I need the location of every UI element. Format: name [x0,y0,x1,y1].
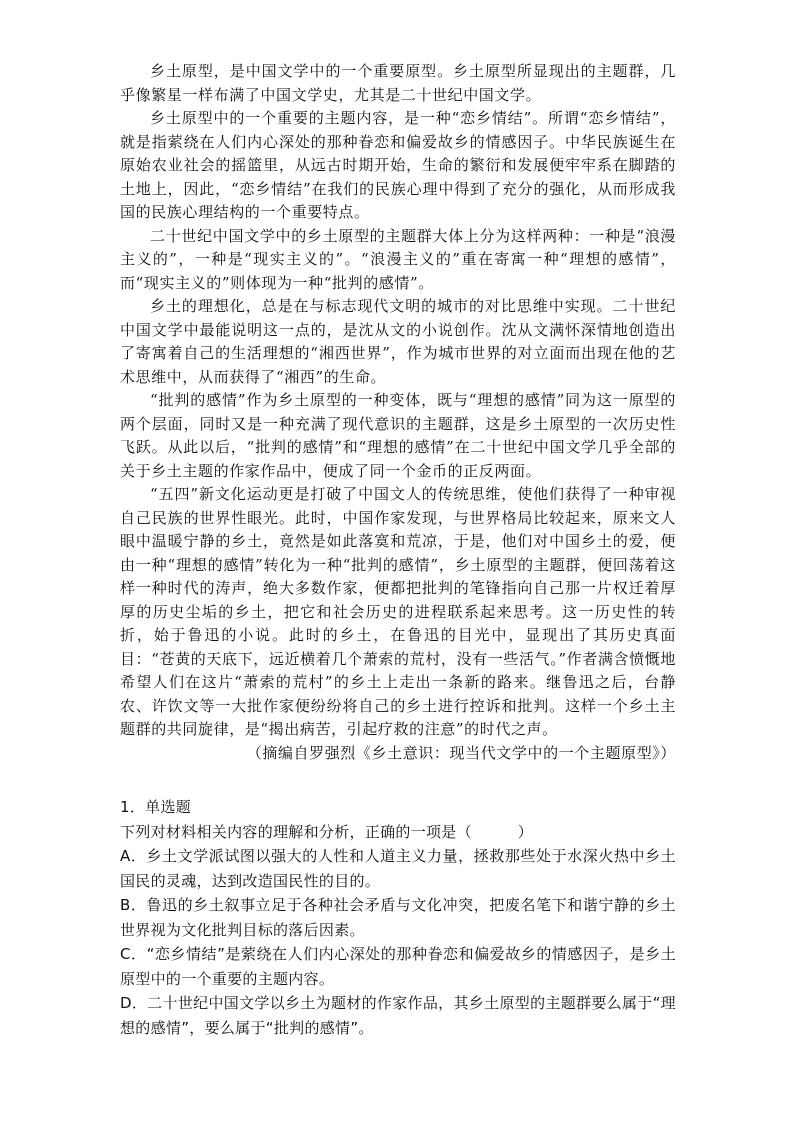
passage-paragraph-4: 乡土的理想化，总是在与标志现代文明的城市的对比思维中实现。二十世纪中国文学中最能说明这一点的，是沈从文的小说创作。沈从文满怀深情地创造出了寄寓着自己的生活理想的“湘西世界”，作为城市世界的对立面而出现在他的艺术思维中，从而获得了“湘西”的生命。 [120,297,676,386]
passage-paragraph-2: 乡土原型中的一个重要的主题内容，是一种“恋乡情结”。所谓“恋乡情结”，就是指萦绕在人们内心深处的那种眷恋和偏爱故乡的情感因子。中华民族诞生在原始农业社会的摇篮里，从远古时期开始，生命的繁衍和发展便牢牢系在脚踏的土地上，因此，“恋乡情结”在我们的民族心理中得到了充分的强化，从而形成我国的民族心理结构的一个重要特点。 [120,109,676,221]
passage-paragraph-6: “五四”新文化运动更是打破了中国文人的传统思维，使他们获得了一种审视自己民族的世界性眼光。此时，中国作家发现，与世界格局比较起来，原来文人眼中温暖宁静的乡土，竟然是如此落寞和荒凉，于是，他们对中国乡土的爱，便由一种“理想的感情”转化为一种“批判的感情”，乡土原型的主题群，便回荡着这样一种时代的涛声，绝大多数作家，便都把批判的笔锋指向自己那一片权迁着厚厚的历史尘垢的乡土，把它和社会历史的进程联系起来思考。这一历史性的转折，始于鲁迅的小说。此时的乡土，在鲁迅的目光中，显现出了其历史真面目：“苍黄的天底下，远近横着几个萧索的荒村，没有一些活气。”作者满含愤慨地希望人们在这片“萧索的荒村”的乡土上走出一条新的路来。继鲁迅之后，台静农、许饮文等一大批作家便纷纷将自己的乡土进行控诉和批判。这样一个乡土主题群的共同旋律，是“揭出病苦，引起疗救的注意”的时代之声。 [120,485,676,738]
question-stem: 下列对材料相关内容的理解和分析，正确的一项是（ ） [120,822,534,841]
reading-passage [120,60,676,765]
option-b[interactable]: B．鲁迅的乡土叙事立足于各种社会矛盾与文化冲突，把废名笔下和谐宁静的乡土世界视为文化批判目标的落后因素。 [120,896,676,939]
passage-paragraph-3: 二十世纪中国文学中的乡土原型的主题群大体上分为这样两种：一种是“浪漫主义的”，一种是“现实主义的”。“浪漫主义的”重在寄寓一种“理想的感情”，而“现实主义的”则体现为一种“批判的感情”。 [120,226,676,292]
question-number: 1．单选题 [120,798,192,816]
passage-paragraph-5: “批判的感情”作为乡土原型的一种变体，既与“理想的感情”同为这一原型的两个层面，同时又是一种充满了现代意识的主题群，这是乡土原型的一次历史性飞跃。从此以后，“批判的感情”和“理想的感情”在二十世纪中国文学几乎全部的关于乡土主题的作家作品中，便成了同一个金币的正反两面。 [120,391,676,480]
passage-paragraph-1: 乡土原型，是中国文学中的一个重要原型。乡土原型所显现出的主题群，几乎像繁星一样布满了中国文学史，尤其是二十世纪中国文学。 [120,62,676,104]
option-c[interactable]: C．“恋乡情结”是萦绕在人们内心深处的那种眷恋和偏爱故乡的情感因子，是乡土原型中的一个重要的主题内容。 [120,945,676,988]
passage-source-citation: （摘编自罗强烈《乡土意识：现当代文学中的一个主题原型》） [246,743,676,762]
question-block [120,795,676,1040]
option-d[interactable]: D．二十世纪中国文学以乡土为题材的作家作品，其乡土原型的主题群要么属于“理想的感情”，要么属于“批判的感情”。 [120,994,676,1037]
option-a[interactable]: A．乡土文学派试图以强大的人性和人道主义力量，拯救那些处于水深火热中乡土国民的灵魂，达到改造国民性的目的。 [120,847,676,890]
